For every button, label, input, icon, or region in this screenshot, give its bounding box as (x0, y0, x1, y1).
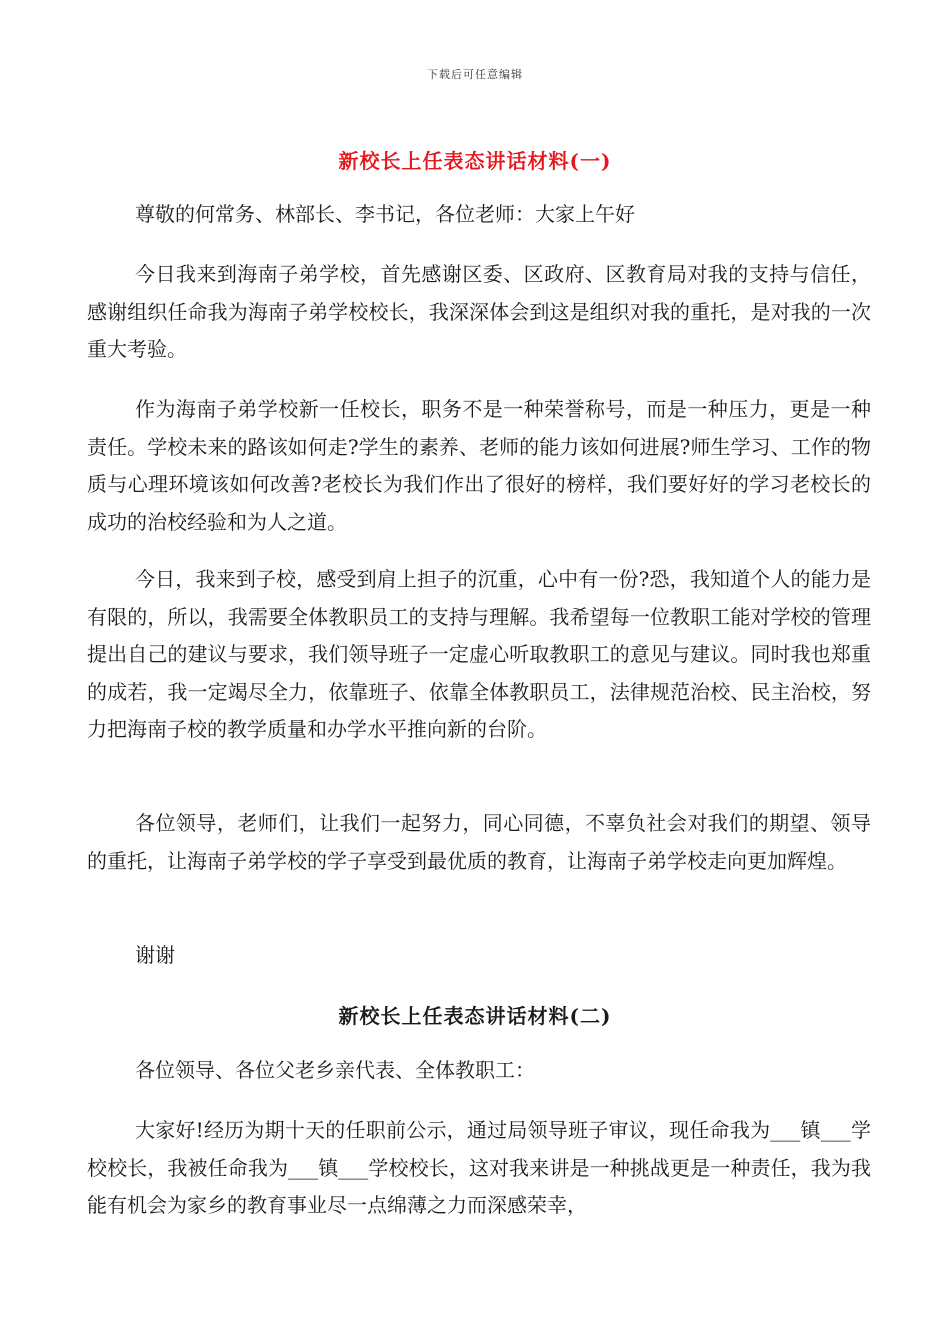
header-note: 下载后可任意编辑 (427, 68, 523, 81)
section-1-greeting: 尊敬的何常务、林部长、李书记，各位老师：大家上午好 (135, 202, 635, 226)
section-1-paragraph-2: 作为海南子弟学校新一任校长，职务不是一种荣誉称号，而是一种压力，更是一种责任。学校未来的路该如何走?学生的素养、老师的能力该如何进展?师生学习、工作的物质与心理环境该如何改善?老校长为我们作出了很好的榜样，我们要好好的学习老校长的成功的治校经验和为人之道。 (87, 397, 871, 534)
section-2-paragraph-1: 大家好!经历为期十天的任职前公示，通过局领导班子审议，现任命我为___镇___学校校长，我被任命我为___镇___学校校长，这对我来讲是一种挑战更是一种责任，我为我能有机会为家乡的教育事业尽一点绵薄之力而深感荣幸， (87, 1118, 871, 1217)
section-1-paragraph-4: 各位领导，老师们，让我们一起努力，同心同德，不辜负社会对我们的期望、领导的重托，让海南子弟学校的学子享受到最优质的教育，让海南子弟学校走向更加辉煌。 (87, 811, 871, 873)
section-2-title: 新校长上任表态讲话材料(二) (338, 1004, 612, 1028)
section-1-paragraph-1: 今日我来到海南子弟学校，首先感谢区委、区政府、区教育局对我的支持与信任，感谢组织任命我为海南子弟学校校长，我深深体会到这是组织对我的重托，是对我的一次重大考验。 (87, 262, 871, 361)
section-2-greeting: 各位领导、各位父老乡亲代表、全体教职工： (135, 1058, 535, 1082)
section-1-title: 新校长上任表态讲话材料(一) (338, 149, 612, 173)
section-1-closing: 谢谢 (135, 943, 175, 967)
section-1-paragraph-3: 今日，我来到子校，感受到肩上担子的沉重，心中有一份?恐，我知道个人的能力是有限的，所以，我需要全体教职员工的支持与理解。我希望每一位教职工能对学校的管理提出自己的建议与要求，我们领导班子一定虚心听取教职工的意见与建议。同时我也郑重的成若，我一定竭尽全力，依靠班子、依靠全体教职员工，法律规范治校、民主治校，努力把海南子校的教学质量和办学水平推向新的台阶。 (87, 567, 871, 741)
